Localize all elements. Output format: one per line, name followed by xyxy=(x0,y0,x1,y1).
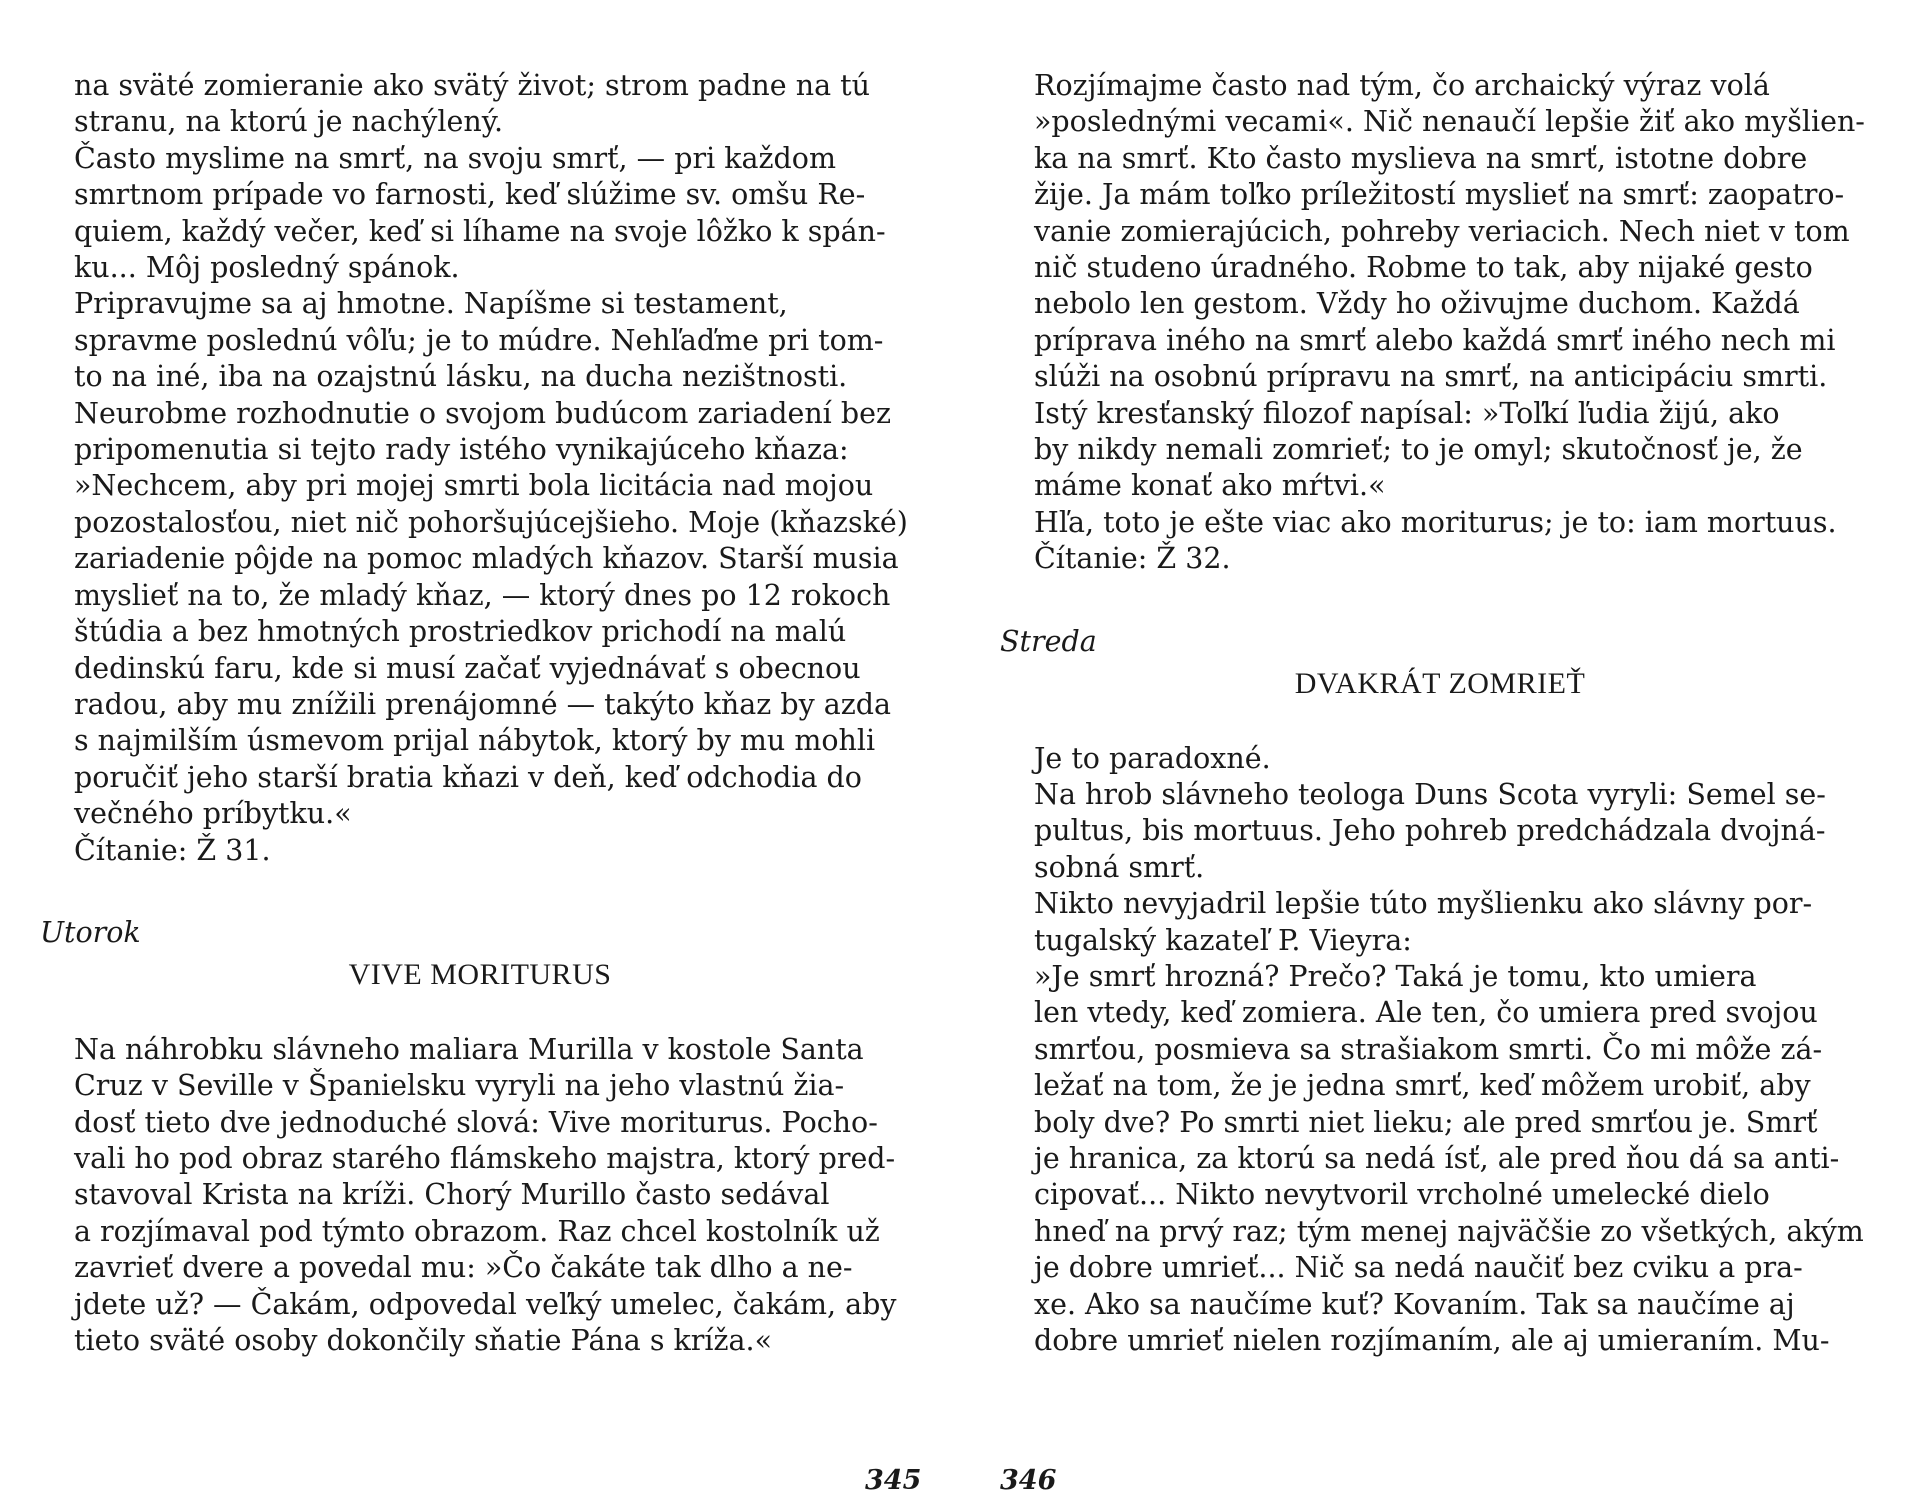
text-line: jdete už? — Čakám, odpovedal veľký umelec, čakám, aby xyxy=(74,1287,897,1321)
text-line: Je to paradoxné. xyxy=(1034,741,1271,775)
paragraph xyxy=(1000,777,1880,886)
text-line: Istý kresťanský filozof napísal: »Toľkí ľudia žijú, ako xyxy=(1034,396,1780,430)
text-line: Rozjímajme často nad tým, čo archaický výraz volá xyxy=(1034,69,1770,102)
text-line: pozostalosťou, niet nič pohoršujúcejšieho. Moje (kňazské) xyxy=(74,505,908,539)
text-line: je hranica, za ktorú sa nedá ísť, ale pred ňou dá sa anti- xyxy=(1034,1141,1840,1175)
text-line: dobre umrieť nielen rozjímaním, ale aj umieraním. Mu- xyxy=(1034,1324,1830,1357)
text-line: Neurobme rozhodnutie o svojom budúcom zariadení bez xyxy=(74,396,891,430)
page-number: 345 xyxy=(865,1465,922,1496)
text-line: žije. Ja mám toľko príležitostí myslieť na smrť: zaopatro- xyxy=(1034,178,1845,212)
text-line: sobná smrť. xyxy=(1034,850,1205,884)
paragraph xyxy=(1000,68,1880,396)
text-line: Cruz v Seville v Španielsku vyryli na jeho vlastnú žia- xyxy=(74,1069,845,1103)
paragraph xyxy=(40,286,920,832)
text-line: dedinskú faru, kde si musí začať vyjednávať s obecnou xyxy=(74,651,861,685)
text-line: smrtnom prípade vo farnosti, keď slúžime sv. omšu Re- xyxy=(74,178,866,212)
text-line: dosť tieto dve jednoduché slová: Vive moriturus. Pocho- xyxy=(74,1105,878,1139)
text-line: ležať na tom, že je jedna smrť, keď môžem urobiť, aby xyxy=(1034,1069,1811,1103)
text-line: quiem, každý večer, keď si líhame na svoje lôžko k spán- xyxy=(74,214,886,248)
text-line: zavrieť dvere a povedal mu: »Čo čakáte tak dlho a ne- xyxy=(74,1251,853,1285)
reading-reference: Čítanie: Ž 32. xyxy=(1034,542,1231,576)
text-line: cipovať... Nikto nevytvoril vrcholné umelecké dielo xyxy=(1034,1178,1770,1212)
text-line: smrťou, posmieva sa strašiakom smrti. Čo mi môže zá- xyxy=(1034,1032,1823,1066)
left-page xyxy=(40,68,920,1359)
text-line: to na iné, iba na ozajstnú lásku, na ducha nezištnosti. xyxy=(74,360,848,394)
text-line: stavoval Krista na kríži. Chorý Murillo často sedával xyxy=(74,1178,830,1212)
text-line: xe. Ako sa naučíme kuť? Kovaním. Tak sa naučíme aj xyxy=(1034,1287,1795,1321)
text-line: Na náhrobku slávneho maliara Murilla v kostole Santa xyxy=(74,1032,864,1066)
paragraph xyxy=(1000,741,1880,777)
text-line: s najmilším úsmevom prijal nábytok, ktorý by mu mohli xyxy=(74,724,876,758)
text-line: máme konať ako mŕtvi.« xyxy=(1034,469,1386,503)
day-label: Streda xyxy=(1000,624,1097,658)
text-line: nebolo len gestom. Vždy ho oživujme duchom. Každá xyxy=(1034,287,1800,321)
text-line: na sväté zomieranie ako svätý život; strom padne na tú xyxy=(74,69,870,102)
paragraph xyxy=(40,1032,920,1360)
text-line: je dobre umrieť... Nič sa nedá naučiť bez cviku a pra- xyxy=(1034,1251,1803,1285)
text-line: príprava iného na smrť alebo každá smrť iného nech mi xyxy=(1034,323,1836,357)
text-line: Pripravujme sa aj hmotne. Napíšme si testament, xyxy=(74,287,788,321)
text-line: »poslednými vecami«. Nič nenaučí lepšie žiť ako myšlien- xyxy=(1034,105,1865,139)
text-line: boly dve? Po smrti niet lieku; ale pred smrťou je. Smrť xyxy=(1034,1105,1818,1139)
right-page xyxy=(1000,68,1880,1359)
text-line: pultus, bis mortuus. Jeho pohreb predchádzala dvojná- xyxy=(1034,814,1826,848)
paragraph xyxy=(1000,396,1880,505)
text-line: slúži na osobnú prípravu na smrť, na anticipáciu smrti. xyxy=(1034,360,1828,394)
text-line: spravme poslednú vôľu; je to múdre. Nehľaďme pri tom- xyxy=(74,323,884,357)
text-line: stranu, na ktorú je nachýlený. xyxy=(74,105,504,139)
text-line: Často myslime na smrť, na svoju smrť, — pri každom xyxy=(74,141,836,175)
text-line: ku... Môj posledný spánok. xyxy=(74,251,460,285)
text-line: hneď na prvý raz; tým menej najväčšie zo všetkých, akým xyxy=(1034,1214,1864,1248)
text-line: radou, aby mu znížili prenájomné — takýto kňaz by azda xyxy=(74,687,891,721)
text-line: večného príbytku.« xyxy=(74,797,352,831)
section-heading: VIVE MORITURUS xyxy=(348,958,612,992)
text-line: vanie zomierajúcich, pohreby veriacich. Nech niet v tom xyxy=(1034,214,1850,248)
day-label: Utorok xyxy=(40,915,141,949)
text-line: »Je smrť hrozná? Prečo? Taká je tomu, kto umiera xyxy=(1034,959,1757,993)
section-heading: DVAKRÁT ZOMRIEŤ xyxy=(1294,667,1586,701)
text-line: myslieť na to, že mladý kňaz, — ktorý dnes po 12 rokoch xyxy=(74,578,891,612)
page-number: 346 xyxy=(1000,1465,1057,1496)
paragraph xyxy=(40,68,920,141)
text-line: zariadenie pôjde na pomoc mladých kňazov. Starší musia xyxy=(74,542,899,576)
reading-reference: Čítanie: Ž 31. xyxy=(74,833,271,867)
text-line: poručiť jeho starší bratia kňazi v deň, keď odchodia do xyxy=(74,760,862,794)
text-line: tieto sväté osoby dokončily sňatie Pána s kríža.« xyxy=(74,1324,773,1357)
paragraph xyxy=(40,141,920,287)
text-line: nič studeno úradného. Robme to tak, aby nijaké gesto xyxy=(1034,251,1813,285)
text-line: pripomenutia si tejto rady istého vynikajúceho kňaza: xyxy=(74,433,849,467)
text-line: »Nechcem, aby pri mojej smrti bola licitácia nad mojou xyxy=(74,469,874,503)
text-line: štúdia a bez hmotných prostriedkov prichodí na malú xyxy=(74,615,847,649)
text-line: Hľa, toto je ešte viac ako moriturus; je to: iam mortuus. xyxy=(1034,505,1837,539)
text-line: Nikto nevyjadril lepšie túto myšlienku ako slávny por- xyxy=(1034,887,1813,921)
text-line: ka na smrť. Kto často myslieva na smrť, istotne dobre xyxy=(1034,141,1808,175)
text-line: a rozjímaval pod týmto obrazom. Raz chcel kostolník už xyxy=(74,1214,880,1248)
text-line: by nikdy nemali zomrieť; to je omyl; skutočnosť je, že xyxy=(1034,433,1803,467)
text-line: tugalský kazateľ P. Vieyra: xyxy=(1034,923,1412,957)
text-line: Na hrob slávneho teologa Duns Scota vyryli: Semel se- xyxy=(1034,777,1826,811)
paragraph xyxy=(1000,886,1880,959)
paragraph xyxy=(1000,959,1880,1359)
paragraph xyxy=(1000,505,1880,541)
text-line: vali ho pod obraz starého flámskeho majstra, ktorý pred- xyxy=(74,1141,896,1175)
text-line: len vtedy, keď zomiera. Ale ten, čo umiera pred svojou xyxy=(1034,996,1818,1030)
